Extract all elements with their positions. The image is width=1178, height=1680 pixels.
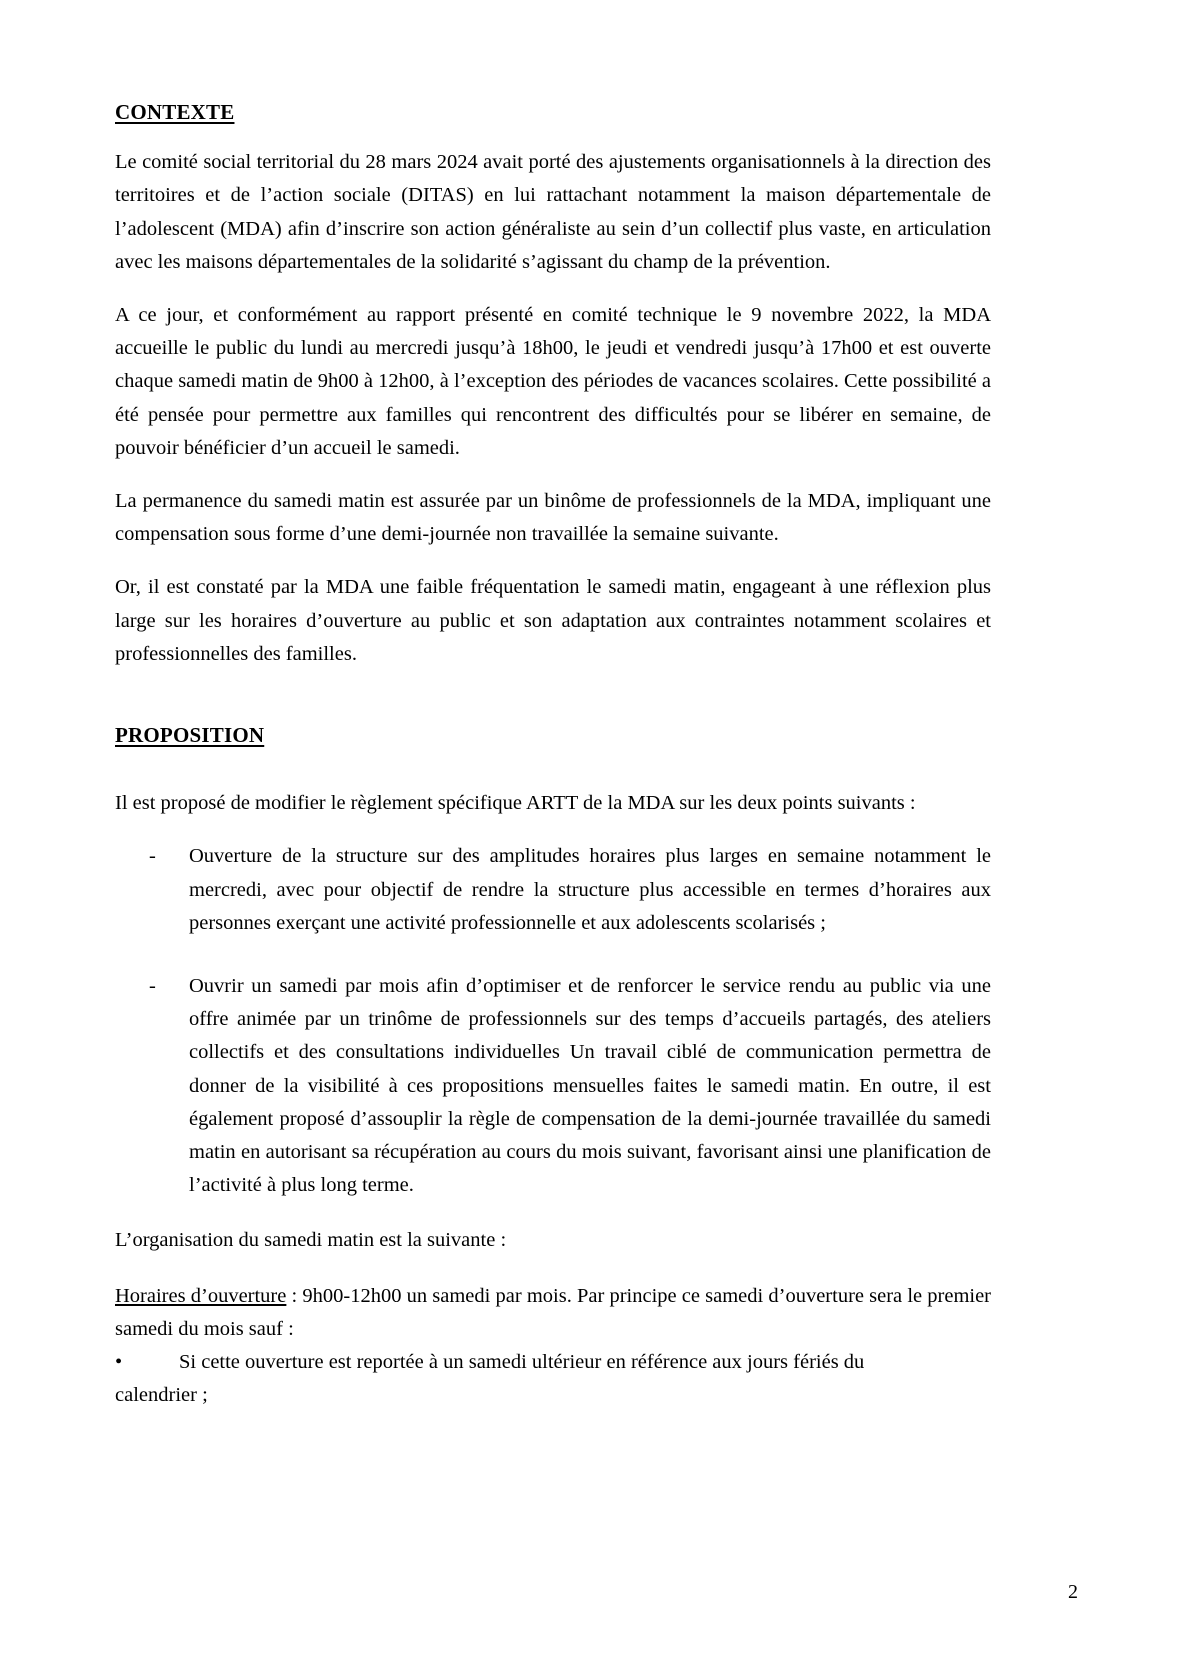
horaires-value: 9h00-12h00	[302, 1284, 402, 1307]
bullet-marker-icon: •	[115, 1350, 123, 1373]
sub-bullet-text: Si cette ouverture est reportée à un samedi ultérieur en référence aux jours fériés du	[179, 1350, 865, 1373]
paragraph-proposition-intro: Il est proposé de modifier le règlement spécifique ARTT de la MDA sur les deux points suivants :	[115, 792, 916, 815]
horaires-line	[115, 1280, 991, 1346]
organisation-spacer	[115, 1258, 991, 1280]
proposition-list	[115, 840, 991, 1202]
section-heading-contexte: CONTEXTE	[115, 100, 235, 124]
paragraph-contexte-1: Le comité social territorial du 28 mars 2024 avait porté des ajustements organisationnels à la direction des territoires et de l’action sociale (DITAS) en lui rattachant notamment la maison départementale de l’adolescent (MDA) afin d’inscrire son action généraliste au sein d’un collectif plus vaste, en articulation avec les maisons départementales de la solidarité s’agissant du champ de la prévention.	[115, 151, 991, 273]
paragraph-contexte-4: Or, il est constaté par la MDA une faible fréquentation le samedi matin, engageant à une réflexion plus large sur les horaires d’ouverture au public et son adaptation aux contraintes notamment scolaires et professionnelles des familles.	[115, 576, 991, 665]
document-body	[115, 100, 991, 1412]
list-spacer	[115, 1202, 991, 1224]
list-item-text: Ouverture de la structure sur des amplitudes horaires plus larges en semaine notamment le mercredi, avec pour objectif de rendre la structure plus accessible en termes d’horaires aux personnes exerçant une activité professionnelle et aux adolescents scolarisés ;	[189, 845, 991, 934]
section-heading-proposition: PROPOSITION	[115, 722, 265, 747]
list-item	[115, 970, 991, 1202]
list-item-text: Ouvrir un samedi par mois afin d’optimiser et de renforcer le service rendu au public via une offre animée par un trinôme de professionnels sur des temps d’accueils partagés, des ateliers collectifs et des consultations individuelles Un travail ciblé de communication permettra de donner de la visibilité à ces propositions mensuelles faites le samedi matin. En outre, il est également proposé d’assouplir la règle de compensation de la demi-journée travaillée du samedi matin en autorisant sa récupération au cours du mois suivant, favorisant ainsi une planification de l’activité à plus long terme.	[189, 974, 991, 1197]
dash-marker-icon: -	[149, 974, 156, 997]
heading-spacer	[115, 747, 991, 787]
sub-bullet-row	[115, 1346, 991, 1379]
dash-marker-icon: -	[149, 845, 156, 868]
section-spacer	[115, 671, 991, 723]
paragraph-organisation: L’organisation du samedi matin est la suivante :	[115, 1229, 507, 1252]
horaires-separator: :	[286, 1284, 303, 1307]
list-item	[115, 840, 991, 940]
sub-bullet-continuation: calendrier ;	[115, 1384, 208, 1407]
horaires-rest: un samedi par mois. Par principe ce samedi d’ouverture sera le premier samedi du mois sauf :	[115, 1284, 992, 1340]
paragraph-contexte-2: A ce jour, et conformément au rapport présenté en comité technique le 9 novembre 2022, la MDA accueille le public du lundi au mercredi jusqu’à 18h00, le jeudi et vendredi jusqu’à 17h00 et est ouverte chaque samedi matin de 9h00 à 12h00, à l’exception des périodes de vacances scolaires. Cette possibilité a été pensée pour permettre aux familles qui rencontrent des difficultés pour se libérer en semaine, de pouvoir bénéficier d’un accueil le samedi.	[115, 303, 991, 459]
page-number: 2	[1068, 1581, 1078, 1603]
paragraph-contexte-3: La permanence du samedi matin est assurée par un binôme de professionnels de la MDA, impliquant une compensation sous forme d’une demi-journée non travaillée la semaine suivante.	[115, 489, 991, 546]
horaires-label: Horaires d’ouverture	[115, 1284, 287, 1307]
